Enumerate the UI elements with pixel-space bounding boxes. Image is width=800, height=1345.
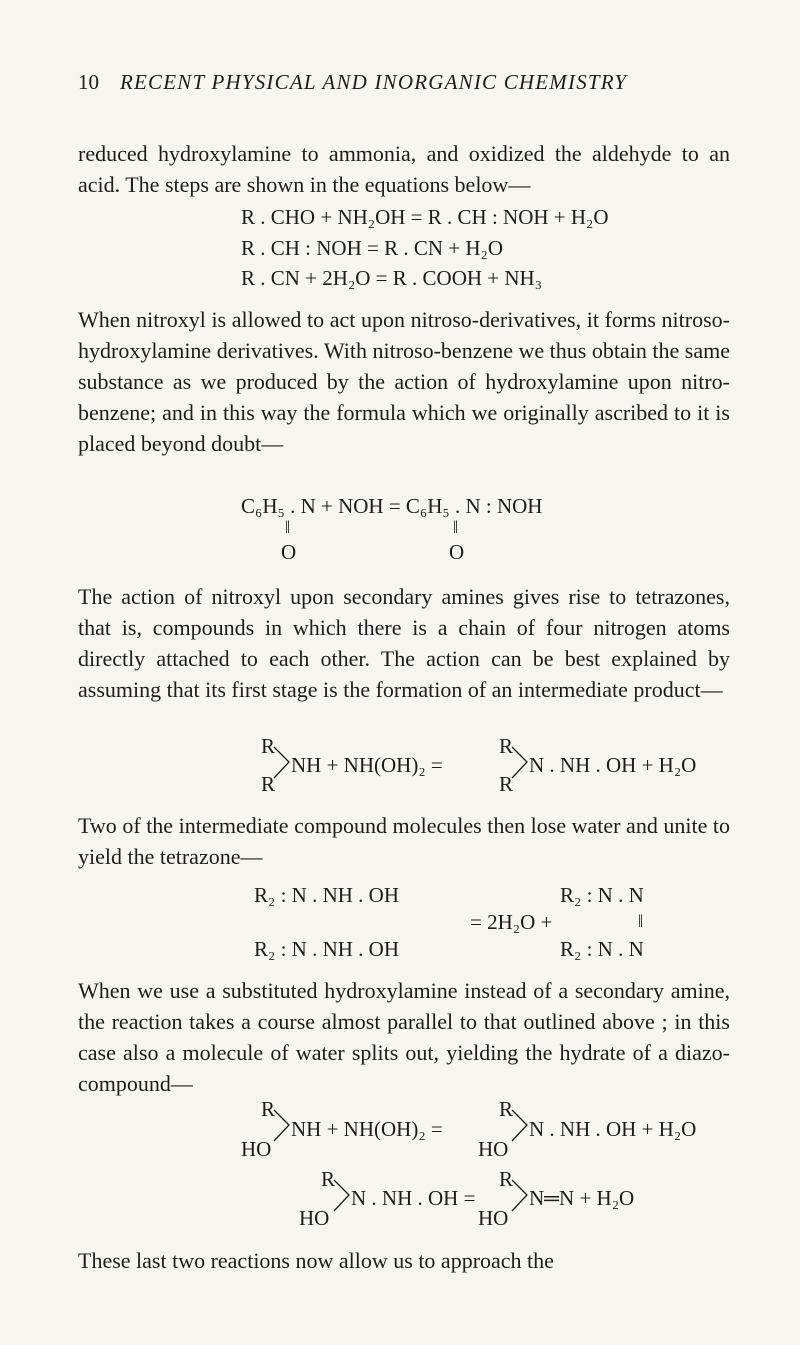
tetrazone-left-bottom: R₂ : N . NH . OH (254, 937, 399, 961)
bond-bracket-right (510, 1178, 530, 1216)
ho-bottom-left: HO (299, 1206, 330, 1230)
r-bottom-right: R (499, 772, 514, 796)
hydroxyl1-lhs: NH + NH(OH)₂ = (291, 1117, 443, 1141)
bond-bracket-right (510, 745, 530, 783)
r-bottom-left: R (261, 772, 276, 796)
paragraph-2: When nitroxyl is allowed to act upon nitroso-derivatives, it forms nitroso-hydroxylamine derivatives. With nitroso-benzene we thus obtain the same substance as we produced by the action of hydroxylamine upon nitro-benzene; and in this way the formula which we originally ascribed to it is placed beyond doubt— (78, 307, 730, 456)
equation-3: R . CN + 2H₂O = R . COOH + NH₃ (241, 266, 543, 290)
double-bond-right: ‖ (453, 517, 459, 537)
tetrazone-middle: = 2H₂O + (470, 910, 553, 934)
r-top-left: R (321, 1167, 336, 1191)
paragraph-3: The action of nitroxyl upon secondary amines gives rise to tetrazones, that is, compounds in which there is a chain of four nitrogen atoms directly attached to each other. The action can be best explained by assuming that its first stage is the formation of an intermediate product— (78, 584, 730, 702)
bond-bracket-left (332, 1178, 352, 1216)
r-top-right: R (499, 1097, 514, 1121)
paragraph-1: reduced hydroxylamine to ammonia, and oxidized the aldehyde to an acid. The steps are shown in the equations below— (78, 141, 730, 197)
nitroso-equation: C₆H₅ . N + NOH = C₆H₅ . N : NOH (241, 494, 543, 518)
running-title: RECENT PHYSICAL AND INORGANIC CHEMISTRY (120, 70, 628, 94)
hydroxyl2-rhs: N═N + H₂O (529, 1186, 635, 1210)
oxygen-right: O (449, 540, 465, 564)
bond-bracket-right (510, 1108, 530, 1146)
page-header (78, 62, 738, 102)
amine-rhs: N . NH . OH + H₂O (529, 753, 697, 777)
tetrazone-right-bottom: R₂ : N . N (560, 937, 644, 961)
bond-bracket-left (272, 745, 292, 783)
tetrazone-double-bond: ‖ (638, 911, 644, 931)
tetrazone-right-top: R₂ : N . N (560, 883, 644, 907)
tetrazone-left-top: R₂ : N . NH . OH (254, 883, 399, 907)
r-top-right: R (499, 734, 514, 758)
ho-bottom-right: HO (478, 1206, 509, 1230)
page-number: 10 (78, 70, 99, 94)
bond-bracket-left (272, 1108, 292, 1146)
r-top-right: R (499, 1167, 514, 1191)
paragraph-4: Two of the intermediate compound molecules then lose water and unite to yield the tetrazone— (78, 813, 730, 869)
hydroxyl1-rhs: N . NH . OH + H₂O (529, 1117, 697, 1141)
equation-1: R . CHO + NH₂OH = R . CH : NOH + H₂O (241, 205, 609, 229)
paragraph-5: When we use a substituted hydroxylamine instead of a secondary amine, the reaction takes a course almost parallel to that outlined above ; in this case also a molecule of water splits out, yielding the hydrate of a diazo-compound— (78, 978, 730, 1096)
equation-2: R . CH : NOH = R . CN + H₂O (241, 236, 504, 260)
oxygen-left: O (281, 540, 297, 564)
hydroxyl2-lhs: N . NH . OH = (351, 1186, 476, 1210)
double-bond-left: ‖ (285, 517, 291, 537)
paragraph-6: These last two reactions now allow us to approach the (78, 1248, 554, 1273)
r-top-left: R (261, 1097, 276, 1121)
amine-lhs: NH + NH(OH)₂ = (291, 753, 443, 777)
ho-bottom-left: HO (241, 1137, 272, 1161)
ho-bottom-right: HO (478, 1137, 509, 1161)
r-top-left: R (261, 734, 276, 758)
